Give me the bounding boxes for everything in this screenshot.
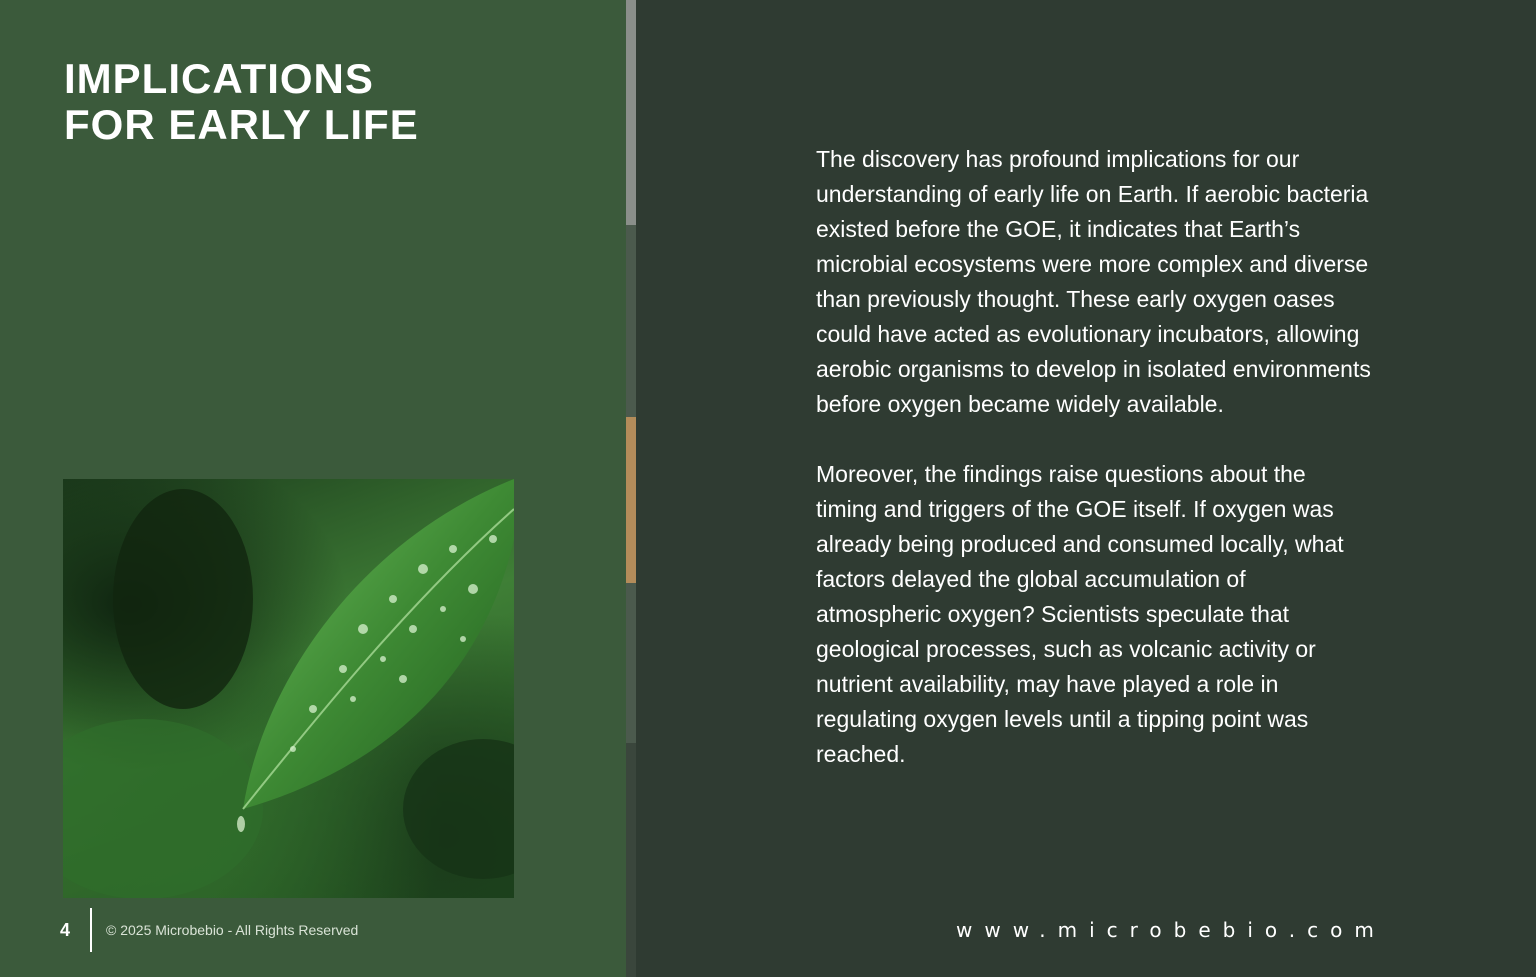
spine-segment-accent	[626, 417, 636, 583]
spine-segment	[626, 0, 636, 225]
website-url[interactable]: www.microbebio.com	[956, 918, 1386, 942]
book-spine	[626, 0, 636, 977]
right-page	[636, 0, 1536, 977]
page-number: 4	[60, 919, 71, 940]
left-page	[0, 0, 626, 977]
spine-segment	[626, 583, 636, 743]
page-footer	[60, 908, 358, 952]
copyright-text: © 2025 Microbebio - All Rights Reserved	[106, 922, 359, 938]
title-line-1: IMPLICATIONS	[64, 55, 374, 102]
paragraph-2: Moreover, the findings raise questions about the timing and triggers of the GOE itself. If oxygen was already being produced and consumed locally, what factors delayed the global accumulation of atmospheric oxygen? Scientists speculate that geological processes, such as volcanic activity or nutrient availability, may have played a role in regulating oxygen levels until a tipping point was reached.	[816, 461, 1344, 767]
leaf-image	[63, 479, 514, 898]
footer-divider	[90, 908, 92, 952]
page-title	[64, 56, 419, 148]
spine-segment	[626, 743, 636, 977]
leaf-photo	[63, 479, 514, 898]
spine-segment	[626, 225, 636, 417]
body-text	[816, 142, 1372, 807]
paragraph-1: The discovery has profound implications for our understanding of early life on Earth. If aerobic bacteria existed before the GOE, it indicates that Earth’s microbial ecosystems were more complex and diverse than previously thought. These early oxygen oases could have acted as evolutionary incubators, allowing aerobic organisms to develop in isolated environments before oxygen became widely available.	[816, 146, 1371, 417]
title-line-2: FOR EARLY LIFE	[64, 101, 419, 148]
